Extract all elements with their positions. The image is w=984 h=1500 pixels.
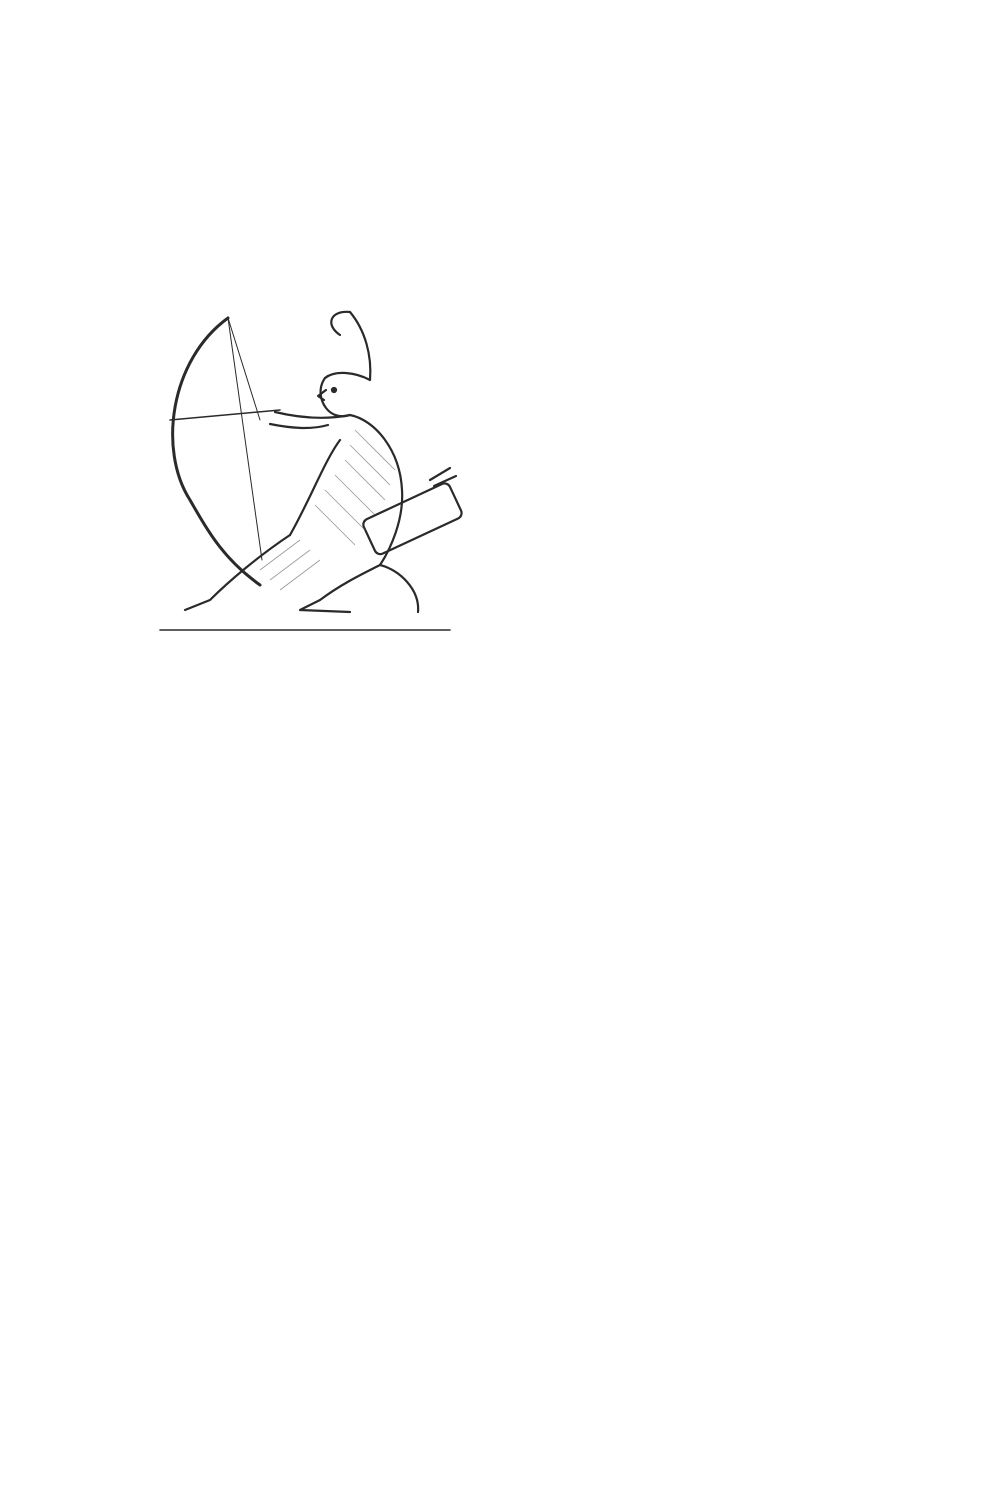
archer-illustration <box>150 300 470 640</box>
page-header <box>140 62 920 92</box>
